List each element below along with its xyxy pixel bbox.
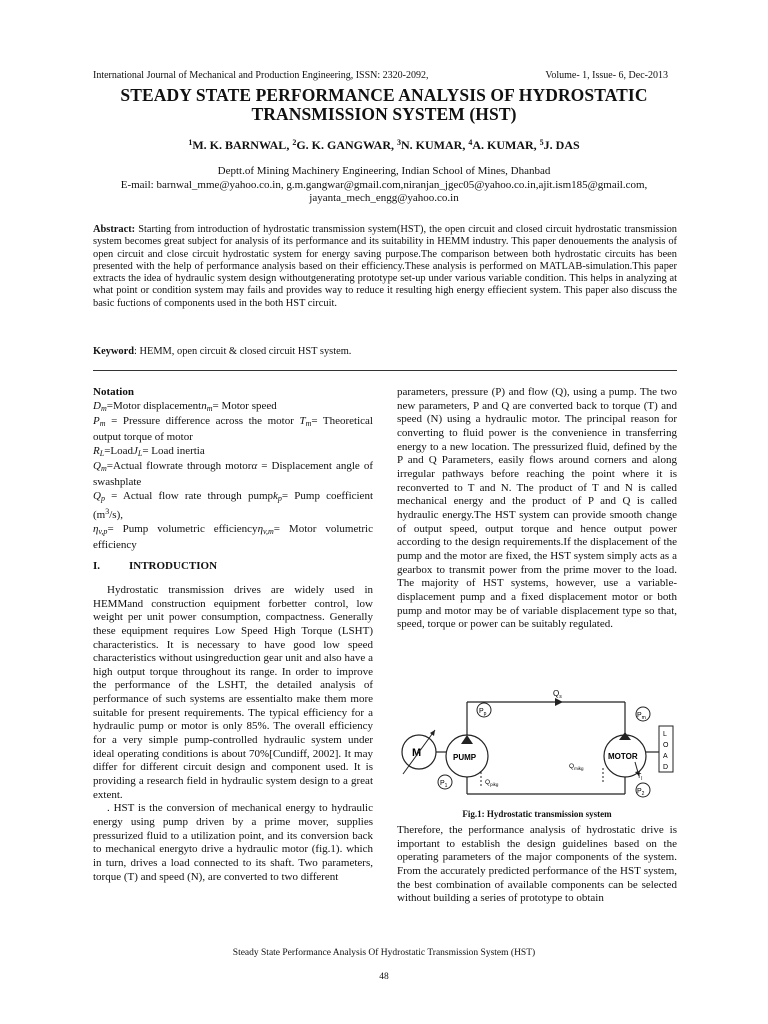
symbol: R <box>93 444 100 457</box>
qmleak-subscript: mikg <box>574 766 584 771</box>
pm-symbol: P <box>637 712 642 719</box>
author-name: G. K. GANGWAR, <box>296 138 397 152</box>
superscript: 3 <box>105 507 110 517</box>
load-letter: L <box>663 731 667 738</box>
prime-mover-label: M <box>412 747 422 759</box>
definition: = Displacement angle of swashplate <box>93 460 373 488</box>
author-number: 4 <box>468 138 473 147</box>
email-line-2: jayanta_mech_engg@yahoo.co.in <box>309 192 459 204</box>
motor-label: MOTOR <box>608 752 638 761</box>
symbol: Q <box>93 460 101 473</box>
definition: = Load inertia <box>142 444 205 457</box>
symbol-sub: v,p <box>98 526 108 536</box>
right-column <box>397 386 677 632</box>
definition: =Motor displacement <box>106 399 202 412</box>
email-line-1: E-mail: barnwal_mme@yahoo.co.in, g.m.gangwar@gmail.com,niranjan_jgec05@yahoo.co.in,ajit.ism185@gmail.com, <box>120 178 648 191</box>
intro-paragraph-2: . HST is the conversion of mechanical energy to hydraulic energy using pump driven by a prime mover, supplies pressurized fluid to a utilization point, and its conversion back to mechanical energyto drive a hydraulic motor (fig.1). which in turn, drives a load connected to its shaft. Two parameters, torque (T) and speed (N), are converted to two different <box>93 802 373 883</box>
symbol-sub: L <box>137 448 143 458</box>
symbol: Q <box>93 489 101 502</box>
paper-title <box>60 86 708 124</box>
author-name: M. K. BARNWAL, <box>192 138 293 152</box>
symbol: α <box>251 460 258 473</box>
journal-header: International Journal of Mechanical and Production Engineering, ISSN: 2320-2092, <box>93 70 429 81</box>
affiliation <box>60 165 708 206</box>
section-heading-introduction <box>93 560 373 574</box>
right-paragraph-2: Therefore, the performance analysis of hydrostatic drive is important to establish the design guidelines based on the operating parameters of the major components of the system. From the accurately predicted performance of the HST system, the best combination of available components can be selected without building a series of prototype to obtain <box>397 824 677 905</box>
symbol: D <box>93 399 101 412</box>
notation-line-1 <box>93 400 373 416</box>
definition: = Pump coefficient (m <box>93 489 373 522</box>
symbol-sub: v,m <box>263 526 274 536</box>
definition: = Theoretical output torque of motor <box>93 415 373 443</box>
section-number: I. <box>93 560 101 573</box>
load-letter: D <box>663 764 669 771</box>
symbol: η <box>93 522 99 535</box>
qmleak-symbol: Q <box>569 763 575 770</box>
hst-diagram <box>397 686 677 804</box>
definition: = Pressure difference across the motor <box>105 415 300 428</box>
notation-line-5 <box>93 490 373 523</box>
pm-subscript: m <box>641 715 646 721</box>
symbol: P <box>93 415 100 428</box>
keyword-label: Keyword <box>93 346 134 357</box>
definition: = Actual flow rate through pump <box>104 489 273 502</box>
tl-label <box>637 773 642 782</box>
qs-subscript: s <box>559 694 562 700</box>
author-name: J. DAS <box>543 138 580 152</box>
author-list <box>60 138 708 153</box>
load-letter: A <box>663 753 668 760</box>
p1-subscript: 1 <box>444 783 448 789</box>
title-line-2: TRANSMISSION SYSTEM (HST) <box>251 104 517 124</box>
symbol-sub: p <box>100 493 105 503</box>
definition: /s), <box>109 509 123 522</box>
abstract <box>93 224 677 310</box>
definition: = Motor speed <box>212 399 277 412</box>
symbol: n <box>201 399 207 412</box>
symbol-sub: m <box>206 403 213 413</box>
qpleak-symbol: Q <box>485 779 491 786</box>
qs-symbol: Q <box>553 689 560 698</box>
figure-caption: Fig.1: Hydrostatic transmission system <box>462 809 612 819</box>
department: Deptt.of Mining Machinery Engineering, Indian School of Mines, Dhanbad <box>217 165 551 177</box>
section-title: INTRODUCTION <box>129 560 218 573</box>
keyword-text: : HEMM, open circuit & closed circuit HST system. <box>133 346 352 357</box>
notation-title: Notation <box>93 386 134 398</box>
left-column <box>93 386 373 884</box>
definition: =Actual flowrate through motor <box>106 460 252 473</box>
keywords <box>93 346 677 357</box>
volume-header: Volume- 1, Issue- 6, Dec-2013 <box>545 70 668 81</box>
pp-subscript: p <box>483 711 487 717</box>
running-footer: Steady State Performance Analysis Of Hydrostatic Transmission System (HST) <box>232 948 536 958</box>
symbol-sub: L <box>99 448 105 458</box>
p1-symbol: P <box>440 780 445 787</box>
author-number: 3 <box>397 138 401 147</box>
symbol: η <box>257 522 264 535</box>
notation-line-2 <box>93 415 373 444</box>
pp-symbol: P <box>479 708 484 715</box>
page-number: 48 <box>379 972 389 982</box>
tl-subscript: l <box>641 776 643 782</box>
p2-symbol: P <box>637 788 642 795</box>
symbol-sub: m <box>305 419 312 429</box>
load-letter: O <box>663 742 669 749</box>
author-name: A. KUMAR, <box>472 138 540 152</box>
symbol-sub: p <box>277 493 282 503</box>
pump-label: PUMP <box>453 753 477 762</box>
section-divider <box>93 370 677 371</box>
tl-symbol: T <box>637 773 642 780</box>
definition: = Pump volumetric efficiency <box>107 522 258 535</box>
author-name: N. KUMAR, <box>401 138 469 152</box>
abstract-text: Starting from introduction of hydrostatic transmission system(HST), the open circuit and closed circuit hydrostatic transmission system becomes great subject for analysis of its performance and its suitability in HEMM industry. This paper denouements the analysis of open circuit and close circuit hydrostatic system for energy saving purpose.The comparison between both hydrostatic circuits has been presented with the help of performance analysis based on their efficiency.These analysis is performed on MATLAB-simulation.This paper extracts the idea of hydraulic system design withoutgenerating prototype set-up under various variable condition. This helps in analyzing at what point or condition system may fails and provides way to reduce it resulting high energy effiecient system. This paper also discuss the basic fuctions of components used in the both HST circuit. <box>93 224 677 309</box>
author-number: 5 <box>539 138 544 147</box>
notation-line-4 <box>93 460 373 489</box>
notation-line-3 <box>93 445 373 461</box>
symbol-sub: m <box>100 464 107 474</box>
title-line-1: STEADY STATE PERFORMANCE ANALYSIS OF HYDROSTATIC <box>120 85 648 105</box>
p2-subscript: 2 <box>641 791 645 797</box>
author-number: 1 <box>188 138 193 147</box>
symbol: J <box>133 444 138 457</box>
symbol-sub: m <box>100 403 107 413</box>
symbol: k <box>273 489 278 502</box>
definition: = Motor volumetric efficiency <box>93 522 373 551</box>
abstract-label: Abstract: <box>93 224 136 235</box>
qs-label <box>553 689 562 700</box>
symbol: T <box>299 415 306 428</box>
motor-leakage-label <box>569 763 584 771</box>
right-column-continued <box>397 824 677 906</box>
definition: =Load <box>104 444 133 457</box>
qpleak-subscript: pikg <box>490 782 499 787</box>
right-paragraph-1: parameters, pressure (P) and flow (Q), using a pump. The two new parameters, P and Q are converted back to torque (T) and speed (N) using a hydraulic motor. The principal reason for converting to fluid power is the convenience in transferring energy to a new location. The pressurized fluid, defined by the P and Q Parameters, easily flows around corners and along irregular pathways before reaching the point where it is reconverted to T and N. The product of T and N is called mechanical energy and the product of P and Q is called hydraulic energy.The HST system can provide smooth change of output speed, output torque and hence output power according to the design requirements.If the displacement of the pump and the motor are fixed, the HST system simply acts as a gearbox to transmit power from the prime mover to the load. The majority of HST systems, however, use a variable-displacement pump and a fixed displacement motor or both pump and motor may be of variable displacement type so that, speed, torque or power can be suitably regulated. <box>397 386 677 631</box>
intro-paragraph-1: Hydrostatic transmission drives are widely used in HEMMand construction equipment forbetter control, low weight per unit power consumption, compactness. Generally these equipment requires Low Speed High Torque (LSHT) characteristics. It is necessary to have good low speed characteristics without usingreduction gear unit and also have a high output torque throughout its range. In order to improve the performance of the LSHT, the detailed analysis of performance of such systems are essentialto make them more suitable for present requirements. The typical efficiency for a hydraulic pump or motor is only 85%. The overall efficiency for a very simple pump-controlled hydraulic system under ideal operating conditions is about 70%[Cundiff, 2002]. It may differ for different circuit design and component used. It is providing a research field in hydraulic system design to a great extent. <box>93 583 373 801</box>
notation-line-6 <box>93 523 373 552</box>
pump-leakage-label <box>485 779 499 787</box>
symbol-sub: m <box>99 419 106 429</box>
author-number: 2 <box>292 138 297 147</box>
